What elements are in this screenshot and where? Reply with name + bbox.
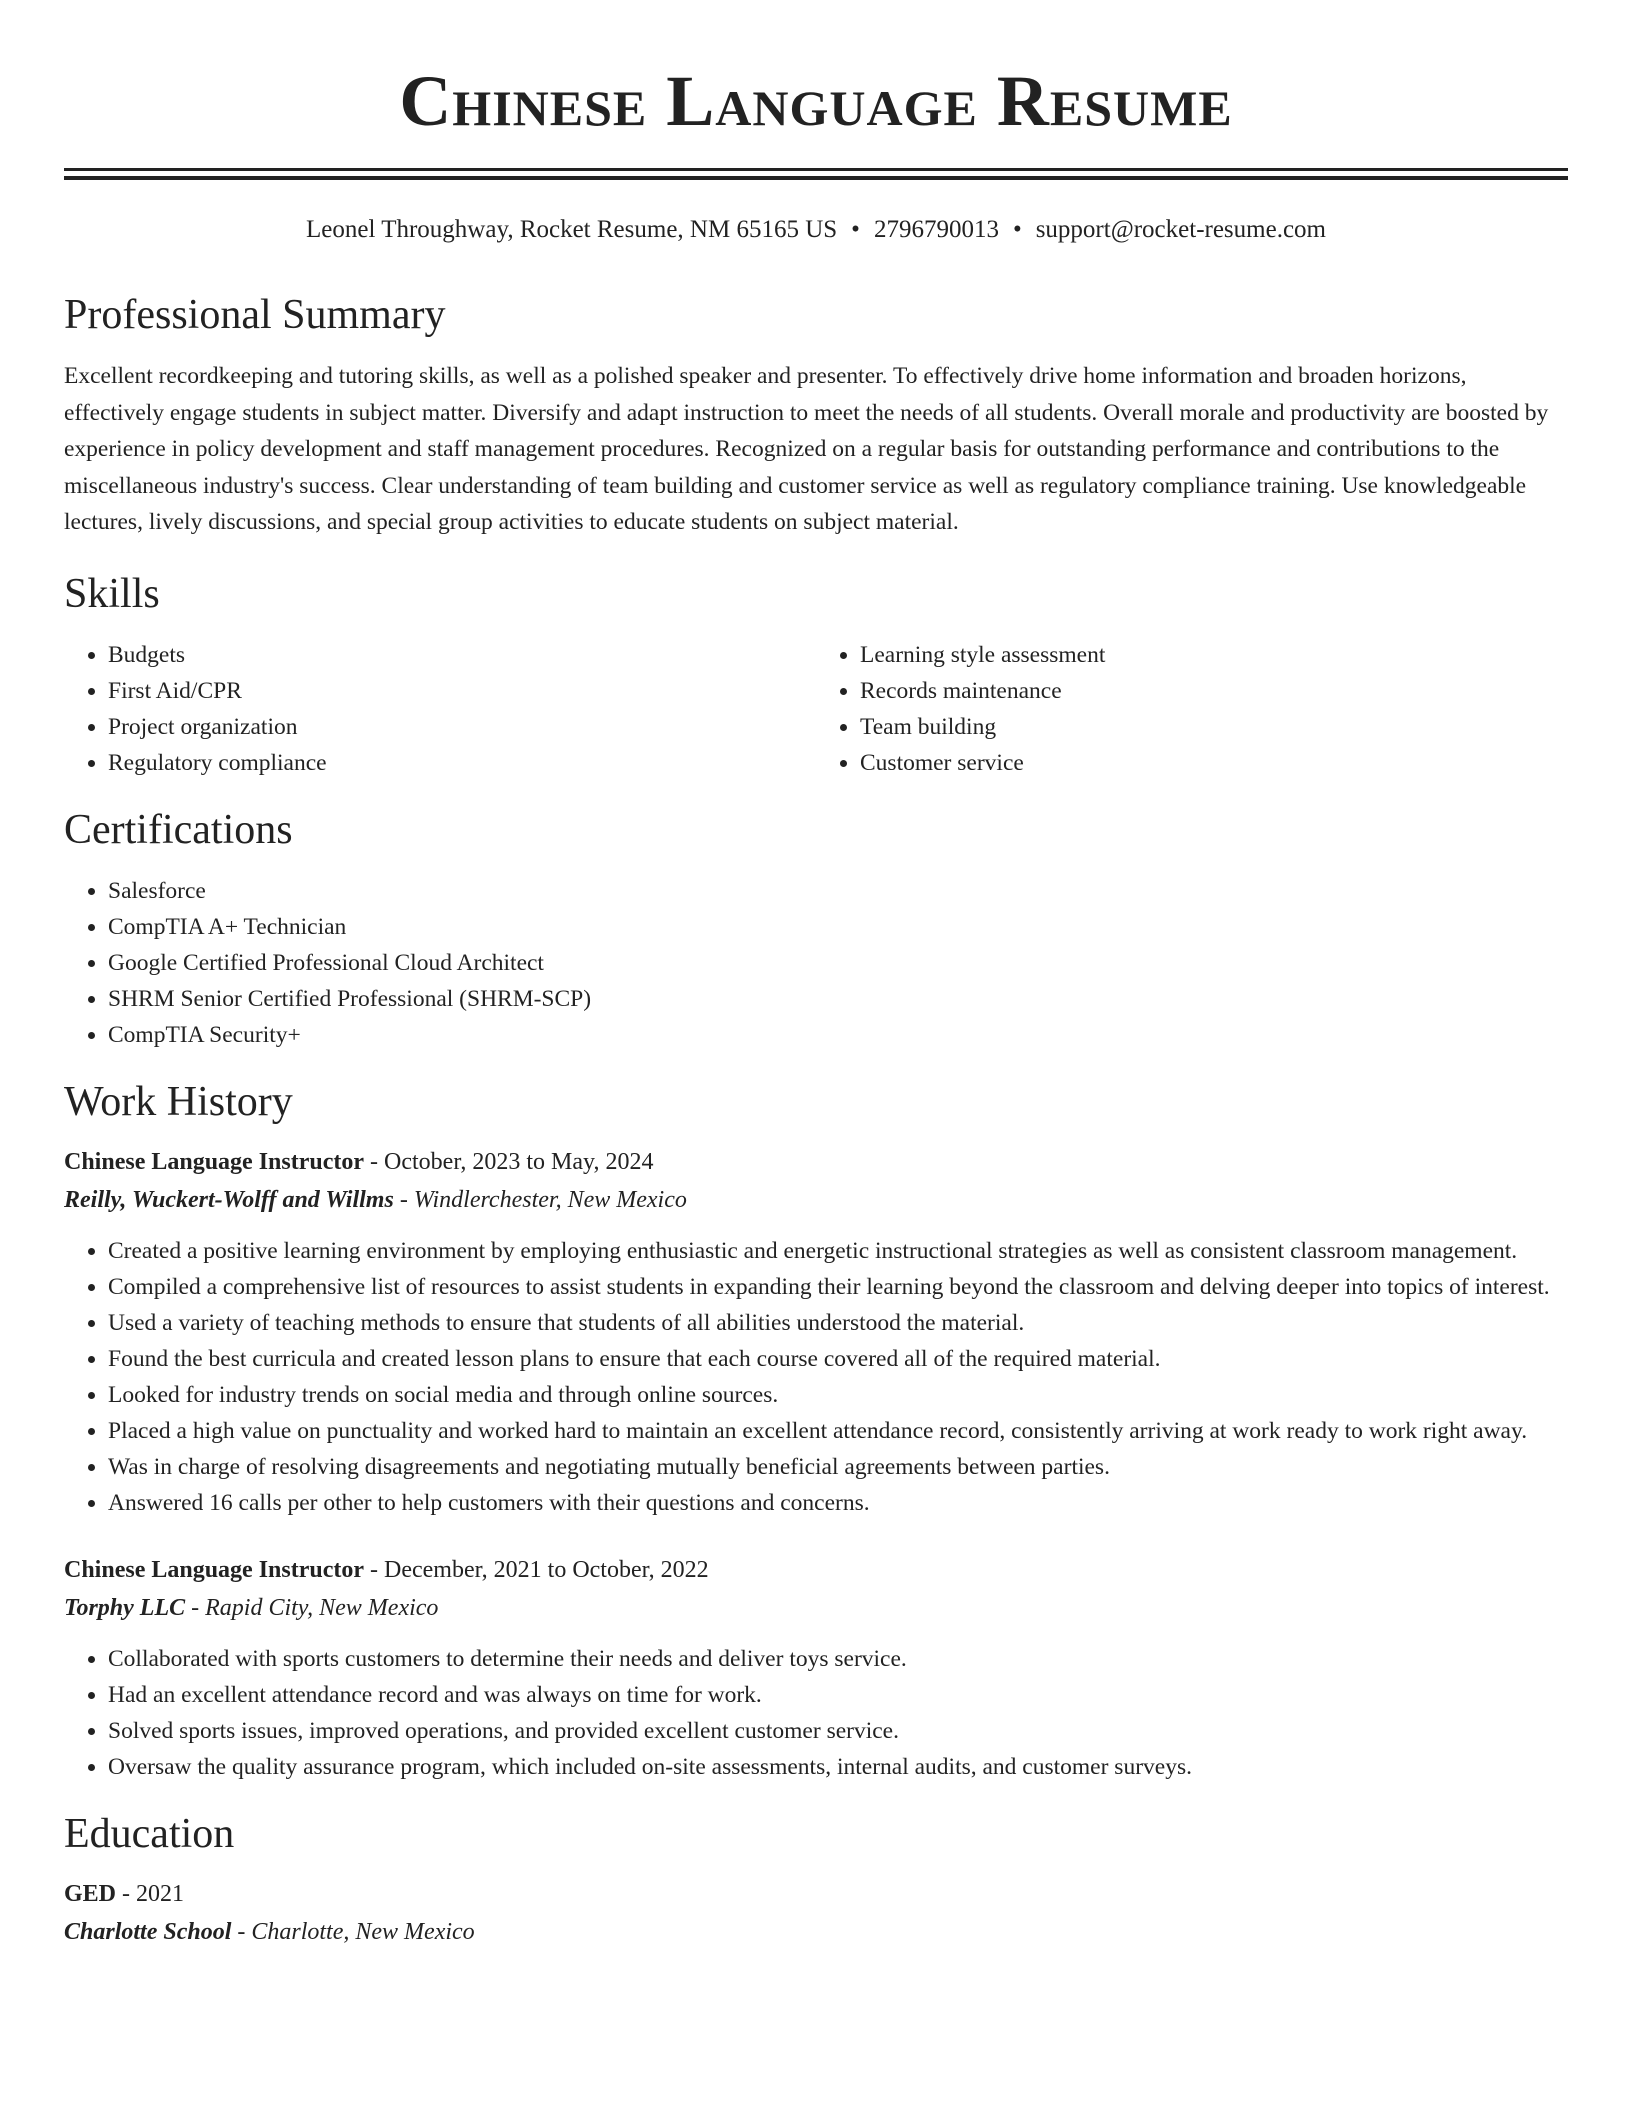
education-school-line: Charlotte School - Charlotte, New Mexico bbox=[64, 1918, 475, 1945]
job-entry bbox=[64, 1143, 1568, 1521]
work-history-heading: Work History bbox=[64, 1078, 293, 1125]
skill-item: • Team building bbox=[860, 709, 1568, 745]
job-duties bbox=[64, 1233, 1568, 1521]
duty-item: • Placed a high value on punctuality and worked hard to maintain an excellent attendance record, consistently arriving at work ready to work right away. bbox=[108, 1413, 1568, 1449]
job-title: Chinese Language Instructor bbox=[64, 1148, 365, 1175]
job-location: Rapid City, New Mexico bbox=[205, 1594, 439, 1621]
skills-list-right bbox=[816, 637, 1568, 781]
contact-separator: • bbox=[851, 216, 860, 243]
summary-heading: Professional Summary bbox=[64, 292, 446, 338]
skill-item: • Budgets bbox=[108, 637, 816, 673]
duty-item: • Oversaw the quality assurance program, which included on-site assessments, internal audits, and customer surveys. bbox=[108, 1749, 1568, 1785]
job-title-line: Chinese Language Instructor - December, 2021 to October, 2022 bbox=[64, 1556, 709, 1583]
education-heading: Education bbox=[64, 1810, 235, 1857]
skill-item: • First Aid/CPR bbox=[108, 673, 816, 709]
job-dates: December, 2021 to October, 2022 bbox=[384, 1556, 709, 1583]
job-title-line: Chinese Language Instructor - October, 2023 to May, 2024 bbox=[64, 1148, 654, 1175]
skill-item: • Regulatory compliance bbox=[108, 745, 816, 781]
duty-item: • Collaborated with sports customers to determine their needs and deliver toys service. bbox=[108, 1641, 1568, 1677]
duty-item: • Looked for industry trends on social media and through online sources. bbox=[108, 1377, 1568, 1413]
certification-item: • SHRM Senior Certified Professional (SHRM-SCP) bbox=[108, 981, 1568, 1017]
contact-email: support@rocket-resume.com bbox=[1035, 216, 1326, 243]
duty-item: • Answered 16 calls per other to help customers with their questions and concerns. bbox=[108, 1485, 1568, 1521]
job-company: Torphy LLC bbox=[64, 1594, 186, 1621]
job-company-line: Torphy LLC - Rapid City, New Mexico bbox=[64, 1594, 439, 1621]
duty-item: • Solved sports issues, improved operations, and provided excellent customer service. bbox=[108, 1713, 1568, 1749]
skill-item: • Learning style assessment bbox=[860, 637, 1568, 673]
job-entry bbox=[64, 1551, 1568, 1785]
skill-item: • Project organization bbox=[108, 709, 816, 745]
skill-item: • Records maintenance bbox=[860, 673, 1568, 709]
contact-address: Leonel Throughway, Rocket Resume, NM 65165 US bbox=[305, 216, 838, 243]
duty-item: • Used a variety of teaching methods to ensure that students of all abilities understood the material. bbox=[108, 1305, 1568, 1341]
certifications-list bbox=[64, 873, 1568, 1053]
title-divider bbox=[64, 168, 1568, 180]
certifications-heading: Certifications bbox=[64, 806, 293, 853]
education-year: 2021 bbox=[136, 1880, 185, 1907]
job-company-line: Reilly, Wuckert-Wolff and Willms - Windlerchester, New Mexico bbox=[64, 1186, 687, 1213]
education-school: Charlotte School bbox=[64, 1918, 232, 1945]
job-title: Chinese Language Instructor bbox=[64, 1556, 365, 1583]
certification-item: • Google Certified Professional Cloud Architect bbox=[108, 945, 1568, 981]
skills-list-left bbox=[64, 637, 816, 781]
duty-item: • Found the best curricula and created lesson plans to ensure that each course covered all of the required material. bbox=[108, 1341, 1568, 1377]
education-degree-line: GED - 2021 bbox=[64, 1880, 185, 1907]
contact-line bbox=[64, 214, 1568, 246]
job-company: Reilly, Wuckert-Wolff and Willms bbox=[64, 1186, 394, 1213]
duty-item: • Compiled a comprehensive list of resources to assist students in expanding their learning beyond the classroom and delving deeper into topics of interest. bbox=[108, 1269, 1568, 1305]
duty-item: • Created a positive learning environment by employing enthusiastic and energetic instructional strategies as well as consistent classroom management. bbox=[108, 1233, 1568, 1269]
summary-text: Excellent recordkeeping and tutoring skills, as well as a polished speaker and presenter. To effectively drive home information and broaden horizons, effectively engage students in subject matter. Diversify and adapt instruction to meet the needs of all students. Overall morale and productivity are boosted by experience in policy development and staff management procedures. Recognized on a regular basis for outstanding performance and contributions to the miscellaneous industry's success. Clear understanding of team building and customer service as well as regulatory compliance training. Use knowledgeable lectures, lively discussions, and special group activities to educate students on subject material. bbox=[64, 363, 1549, 535]
resume-title: Chinese Language Resume bbox=[399, 61, 1233, 141]
skills-columns bbox=[64, 637, 1568, 781]
education-location: Charlotte, New Mexico bbox=[251, 1918, 475, 1945]
skills-heading: Skills bbox=[64, 570, 160, 617]
duty-item: • Had an excellent attendance record and was always on time for work. bbox=[108, 1677, 1568, 1713]
education-degree: GED bbox=[64, 1880, 117, 1907]
skill-item: • Customer service bbox=[860, 745, 1568, 781]
job-dates: October, 2023 to May, 2024 bbox=[384, 1148, 654, 1175]
job-location: Windlerchester, New Mexico bbox=[413, 1186, 687, 1213]
certification-item: • Salesforce bbox=[108, 873, 1568, 909]
certification-item: • CompTIA A+ Technician bbox=[108, 909, 1568, 945]
contact-phone: 2796790013 bbox=[873, 216, 999, 243]
contact-separator: • bbox=[1012, 216, 1022, 243]
certification-item: • CompTIA Security+ bbox=[108, 1017, 1568, 1053]
job-duties bbox=[64, 1641, 1568, 1785]
duty-item: • Was in charge of resolving disagreements and negotiating mutually beneficial agreements between parties. bbox=[108, 1449, 1568, 1485]
